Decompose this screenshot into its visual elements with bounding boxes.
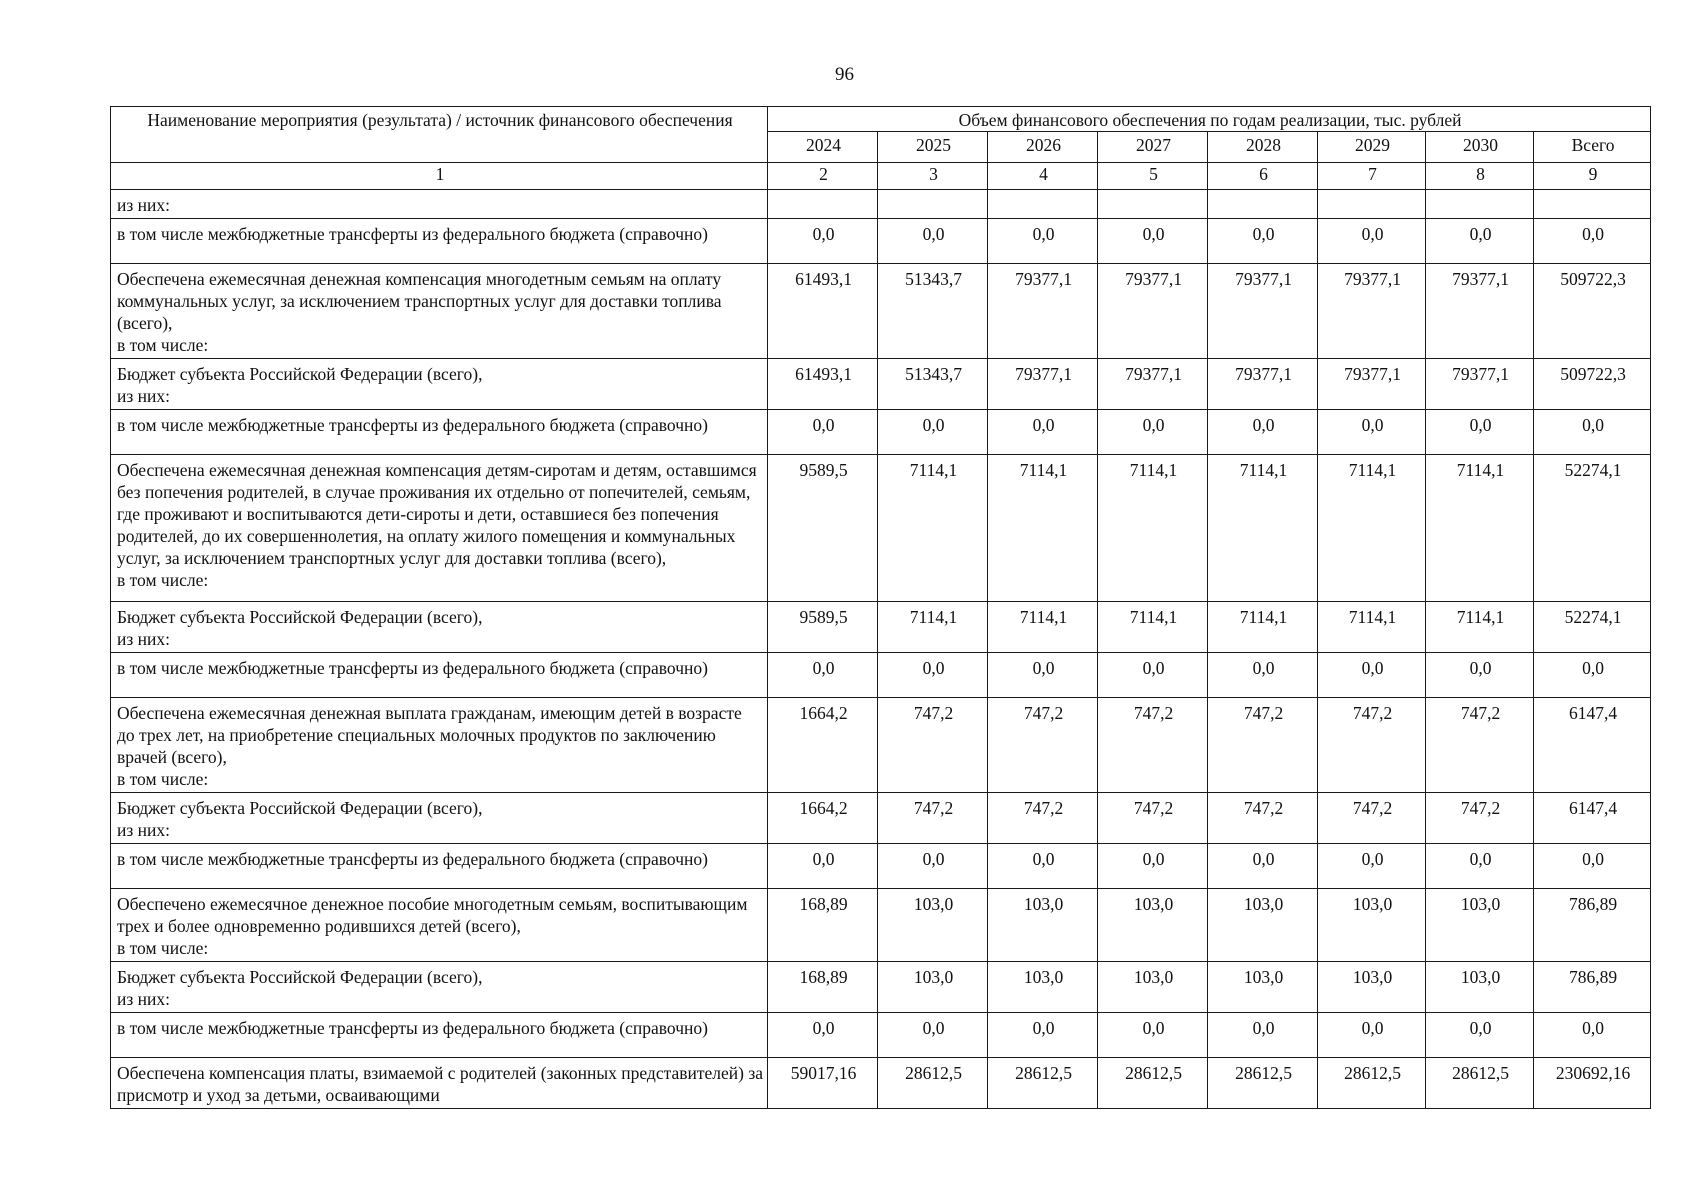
row-name: Обеспечена компенсация платы, взимаемой с родителей (законных представителей) за присмотр и уход за детьми, осваивающими [111,1058,768,1109]
table-row [111,1058,1651,1109]
row-value: 786,89 [1534,962,1651,1013]
row-value: 0,0 [1426,844,1534,889]
row-value: 7114,1 [1318,455,1426,602]
row-name: в том числе межбюджетные трансферты из федерального бюджета (справочно) [111,653,768,698]
row-value: 0,0 [1318,410,1426,455]
row-value: 79377,1 [988,359,1098,410]
row-value: 59017,16 [768,1058,878,1109]
table-row [111,844,1651,889]
row-value: 0,0 [1208,1013,1318,1058]
row-name: в том числе межбюджетные трансферты из федерального бюджета (справочно) [111,1013,768,1058]
row-value: 747,2 [1208,698,1318,793]
row-value: 747,2 [1426,698,1534,793]
row-value: 52274,1 [1534,455,1651,602]
row-value: 7114,1 [988,455,1098,602]
row-value: 61493,1 [768,359,878,410]
row-value [1208,190,1318,219]
column-index: 6 [1208,163,1318,190]
row-value: 509722,3 [1534,359,1651,410]
row-value: 509722,3 [1534,264,1651,359]
row-value: 6147,4 [1534,793,1651,844]
row-value: 0,0 [988,219,1098,264]
row-value: 28612,5 [1208,1058,1318,1109]
row-value: 9589,5 [768,455,878,602]
row-value: 747,2 [1098,698,1208,793]
row-value: 0,0 [1534,653,1651,698]
row-value: 0,0 [1426,410,1534,455]
header-name-column: Наименование мероприятия (результата) / источник финансового обеспечения [111,107,768,163]
table-row [111,410,1651,455]
row-value: 0,0 [1318,1013,1426,1058]
row-value: 747,2 [878,793,988,844]
table-row [111,889,1651,962]
row-value: 0,0 [768,844,878,889]
header-year: Всего [1534,132,1651,163]
row-value: 79377,1 [1208,359,1318,410]
row-value: 0,0 [1426,219,1534,264]
row-value: 747,2 [878,698,988,793]
header-year: 2029 [1318,132,1426,163]
row-value: 51343,7 [878,264,988,359]
row-value: 0,0 [988,1013,1098,1058]
row-value: 0,0 [1426,653,1534,698]
column-index: 2 [768,163,878,190]
row-value: 0,0 [1534,844,1651,889]
row-name: Обеспечена ежемесячная денежная выплата гражданам, имеющим детей в возрасте до трех лет, на приобретение специальных молочных продуктов по заключению врачей (всего), в том числе: [111,698,768,793]
header-year: 2030 [1426,132,1534,163]
row-name: Обеспечена ежемесячная денежная компенсация многодетным семьям на оплату коммунальных услуг, за исключением транспортных услуг для доставки топлива (всего), в том числе: [111,264,768,359]
row-value [988,190,1098,219]
row-value: 0,0 [1534,219,1651,264]
table-row [111,455,1651,602]
row-value: 786,89 [1534,889,1651,962]
row-name: Обеспечено ежемесячное денежное пособие многодетным семьям, воспитывающим трех и более одновременно родившихся детей (всего), в том числе: [111,889,768,962]
row-value: 0,0 [768,653,878,698]
row-value: 103,0 [988,889,1098,962]
table-row [111,1013,1651,1058]
row-value: 0,0 [768,219,878,264]
row-value: 7114,1 [1208,455,1318,602]
column-index: 4 [988,163,1098,190]
row-value: 79377,1 [1318,359,1426,410]
row-value: 103,0 [1318,889,1426,962]
row-value: 7114,1 [1426,455,1534,602]
row-value: 0,0 [1318,653,1426,698]
row-value: 0,0 [1318,844,1426,889]
row-value: 79377,1 [1098,359,1208,410]
row-value [1426,190,1534,219]
column-index: 7 [1318,163,1426,190]
header-row-1 [111,107,1651,132]
row-value: 0,0 [1208,410,1318,455]
row-value: 0,0 [1534,410,1651,455]
row-name: Обеспечена ежемесячная денежная компенсация детям-сиротам и детям, оставшимся без попечения родителей, в случае проживания их отдельно от попечителей, семьям, где проживают и воспитываются дети-сироты и дети, оставшиеся без попечения родителей, до их совершеннолетия, на оплату жилого помещения и коммунальных услуг, за исключением транспортных услуг для доставки топлива (всего), в том числе: [111,455,768,602]
row-value: 7114,1 [988,602,1098,653]
table-row [111,219,1651,264]
table-row [111,264,1651,359]
row-value: 0,0 [878,410,988,455]
row-value: 103,0 [1098,889,1208,962]
table-body [111,190,1651,1109]
row-value: 0,0 [1208,844,1318,889]
row-value: 103,0 [1208,962,1318,1013]
row-value: 103,0 [1318,962,1426,1013]
row-value: 0,0 [1208,653,1318,698]
table-row [111,653,1651,698]
header-year: 2026 [988,132,1098,163]
row-value: 79377,1 [988,264,1098,359]
row-name: из них: [111,190,768,219]
header-year: 2024 [768,132,878,163]
row-value: 747,2 [988,698,1098,793]
row-value: 747,2 [1318,698,1426,793]
row-value: 0,0 [878,844,988,889]
row-value: 0,0 [878,1013,988,1058]
row-value: 747,2 [1098,793,1208,844]
row-value: 0,0 [1098,219,1208,264]
row-value: 0,0 [1534,1013,1651,1058]
row-value: 0,0 [768,410,878,455]
row-value: 747,2 [1208,793,1318,844]
row-value: 0,0 [1098,410,1208,455]
row-value: 168,89 [768,889,878,962]
row-value: 61493,1 [768,264,878,359]
row-name: в том числе межбюджетные трансферты из федерального бюджета (справочно) [111,844,768,889]
row-name: в том числе межбюджетные трансферты из федерального бюджета (справочно) [111,219,768,264]
table-row [111,359,1651,410]
column-index: 3 [878,163,988,190]
row-value: 0,0 [768,1013,878,1058]
row-value: 28612,5 [1318,1058,1426,1109]
row-value: 28612,5 [1426,1058,1534,1109]
row-value: 0,0 [988,844,1098,889]
row-value: 0,0 [1208,219,1318,264]
header-group: Объем финансового обеспечения по годам реализации, тыс. рублей [768,107,1651,132]
row-value: 0,0 [988,653,1098,698]
row-value: 28612,5 [1098,1058,1208,1109]
row-value: 52274,1 [1534,602,1651,653]
row-name: Бюджет субъекта Российской Федерации (всего), из них: [111,793,768,844]
row-value [768,190,878,219]
column-index: 9 [1534,163,1651,190]
table-row [111,602,1651,653]
row-value: 0,0 [988,410,1098,455]
row-value: 79377,1 [1098,264,1208,359]
row-value: 28612,5 [878,1058,988,1109]
row-value: 6147,4 [1534,698,1651,793]
row-value: 28612,5 [988,1058,1098,1109]
row-value: 747,2 [1318,793,1426,844]
row-value: 0,0 [878,653,988,698]
row-value: 103,0 [878,962,988,1013]
header-year: 2025 [878,132,988,163]
row-value: 7114,1 [1098,602,1208,653]
row-name: Бюджет субъекта Российской Федерации (всего), из них: [111,359,768,410]
row-value: 103,0 [1426,962,1534,1013]
row-value [1318,190,1426,219]
row-value: 103,0 [1098,962,1208,1013]
row-value: 79377,1 [1426,264,1534,359]
column-index: 8 [1426,163,1534,190]
row-value: 103,0 [1208,889,1318,962]
financing-table [110,106,1651,1109]
row-value: 51343,7 [878,359,988,410]
row-value: 0,0 [1098,653,1208,698]
row-value: 79377,1 [1426,359,1534,410]
row-value [1098,190,1208,219]
row-value: 103,0 [878,889,988,962]
row-value: 1664,2 [768,793,878,844]
row-value: 79377,1 [1318,264,1426,359]
row-value: 0,0 [1098,844,1208,889]
table-row [111,793,1651,844]
row-value: 230692,16 [1534,1058,1651,1109]
row-value: 0,0 [1318,219,1426,264]
column-index: 1 [111,163,768,190]
row-value: 7114,1 [1318,602,1426,653]
row-name: Бюджет субъекта Российской Федерации (всего), из них: [111,602,768,653]
row-value: 7114,1 [1098,455,1208,602]
row-value: 747,2 [1426,793,1534,844]
row-value: 103,0 [988,962,1098,1013]
row-name: в том числе межбюджетные трансферты из федерального бюджета (справочно) [111,410,768,455]
row-value: 103,0 [1426,889,1534,962]
row-value: 0,0 [1098,1013,1208,1058]
row-value: 1664,2 [768,698,878,793]
row-value: 7114,1 [1426,602,1534,653]
index-row [111,163,1651,190]
table-row [111,190,1651,219]
table-row [111,962,1651,1013]
column-index: 5 [1098,163,1208,190]
row-value: 0,0 [878,219,988,264]
row-value: 9589,5 [768,602,878,653]
row-value [878,190,988,219]
table-row [111,698,1651,793]
row-value: 79377,1 [1208,264,1318,359]
row-value: 168,89 [768,962,878,1013]
header-year: 2028 [1208,132,1318,163]
row-value: 7114,1 [878,455,988,602]
row-value: 0,0 [1426,1013,1534,1058]
row-value [1534,190,1651,219]
row-name: Бюджет субъекта Российской Федерации (всего), из них: [111,962,768,1013]
row-value: 7114,1 [878,602,988,653]
page-number: 96 [835,64,854,85]
row-value: 747,2 [988,793,1098,844]
row-value: 7114,1 [1208,602,1318,653]
header-year: 2027 [1098,132,1208,163]
